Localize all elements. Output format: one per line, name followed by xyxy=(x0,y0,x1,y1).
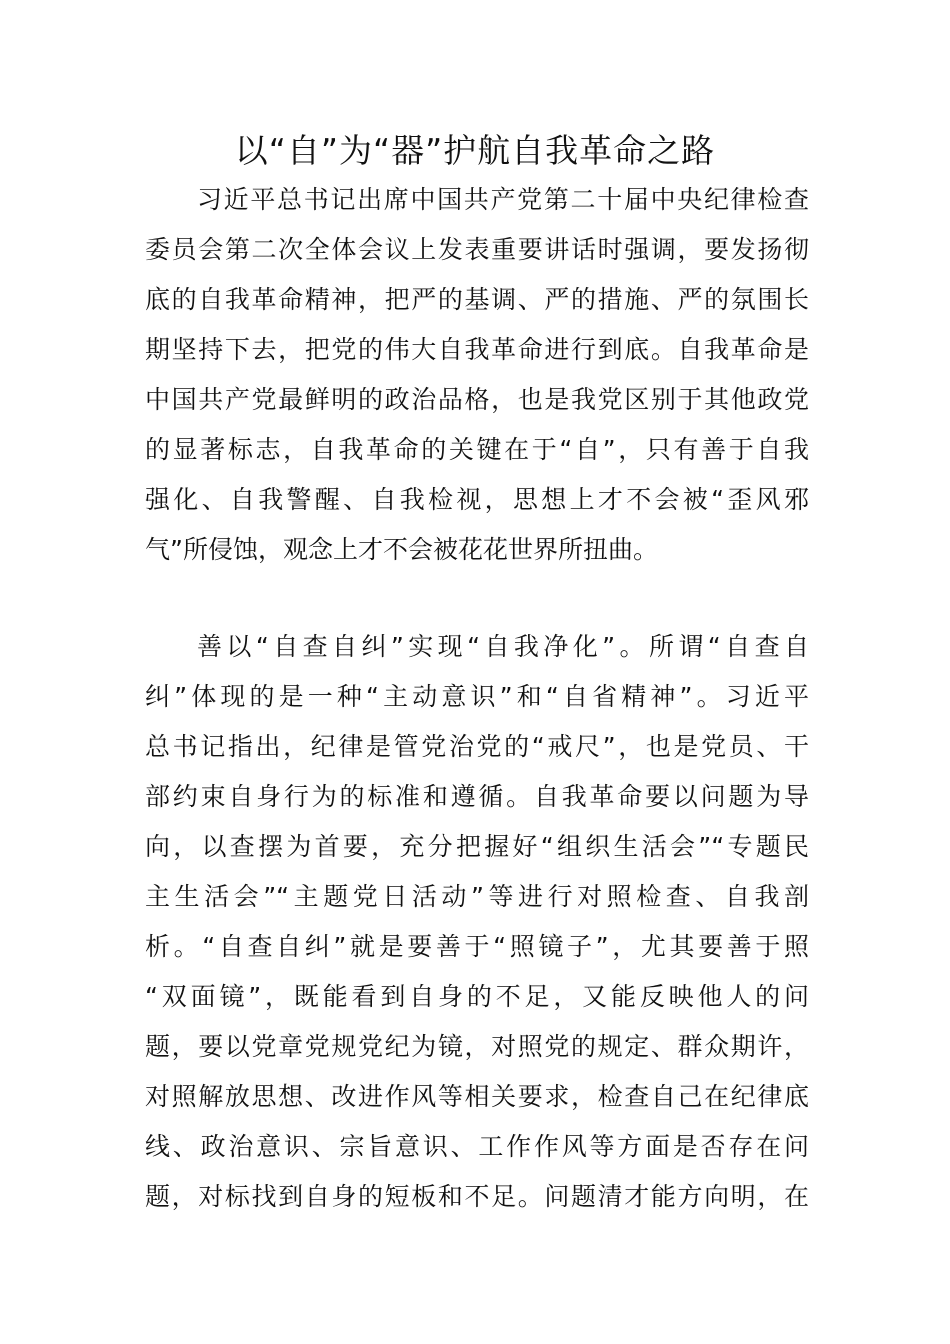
text-line: 对照解放思想、改进作风等相关要求，检查自己在纪律底 xyxy=(145,1082,809,1111)
text-line: “双面镜”，既能看到自身的不足，又能反映他人的问 xyxy=(145,982,809,1011)
text-line: 线、政治意识、宗旨意识、工作作风等方面是否存在问 xyxy=(145,1132,809,1161)
text-line: 中国共产党最鲜明的政治品格，也是我党区别于其他政党 xyxy=(145,385,809,414)
paragraph-intro xyxy=(145,175,809,575)
text-line: 主生活会”“主题党日活动”等进行对照检查、自我剖 xyxy=(145,882,809,911)
text-line: 析。“自查自纠”就是要善于“照镜子”，尤其要善于照 xyxy=(145,932,809,961)
paragraph-self-correction xyxy=(145,622,809,1222)
text-line: 纠”体现的是一种“主动意识”和“自省精神”。习近平 xyxy=(145,682,809,711)
text-line: 强化、自我警醒、自我检视，思想上才不会被“歪风邪 xyxy=(145,485,809,514)
text-line: 题，要以党章党规党纪为镜，对照党的规定、群众期许， xyxy=(145,1032,809,1061)
text-line: 部约束自身行为的标准和遵循。自我革命要以问题为导 xyxy=(145,782,809,811)
document-title: 以“自”为“器”护航自我革命之路 xyxy=(234,131,716,170)
text-line: 的显著标志，自我革命的关键在于“自”，只有善于自我 xyxy=(145,435,809,464)
text-line: 总书记指出，纪律是管党治党的“戒尺”，也是党员、干 xyxy=(145,732,809,761)
text-line: 底的自我革命精神，把严的基调、严的措施、严的氛围长 xyxy=(145,285,809,314)
text-line: 习近平总书记出席中国共产党第二十届中央纪律检查 xyxy=(197,185,809,214)
text-line: 期坚持下去，把党的伟大自我革命进行到底。自我革命是 xyxy=(145,335,809,364)
text-line: 善以“自查自纠”实现“自我净化”。所谓“自查自 xyxy=(197,632,809,661)
text-line: 气”所侵蚀，观念上才不会被花花世界所扭曲。 xyxy=(145,535,658,564)
text-line: 题，对标找到自身的短板和不足。问题清才能方向明，在 xyxy=(145,1182,809,1211)
text-line: 向，以查摆为首要，充分把握好“组织生活会”“专题民 xyxy=(145,832,809,861)
text-line: 委员会第二次全体会议上发表重要讲话时强调，要发扬彻 xyxy=(145,235,809,264)
